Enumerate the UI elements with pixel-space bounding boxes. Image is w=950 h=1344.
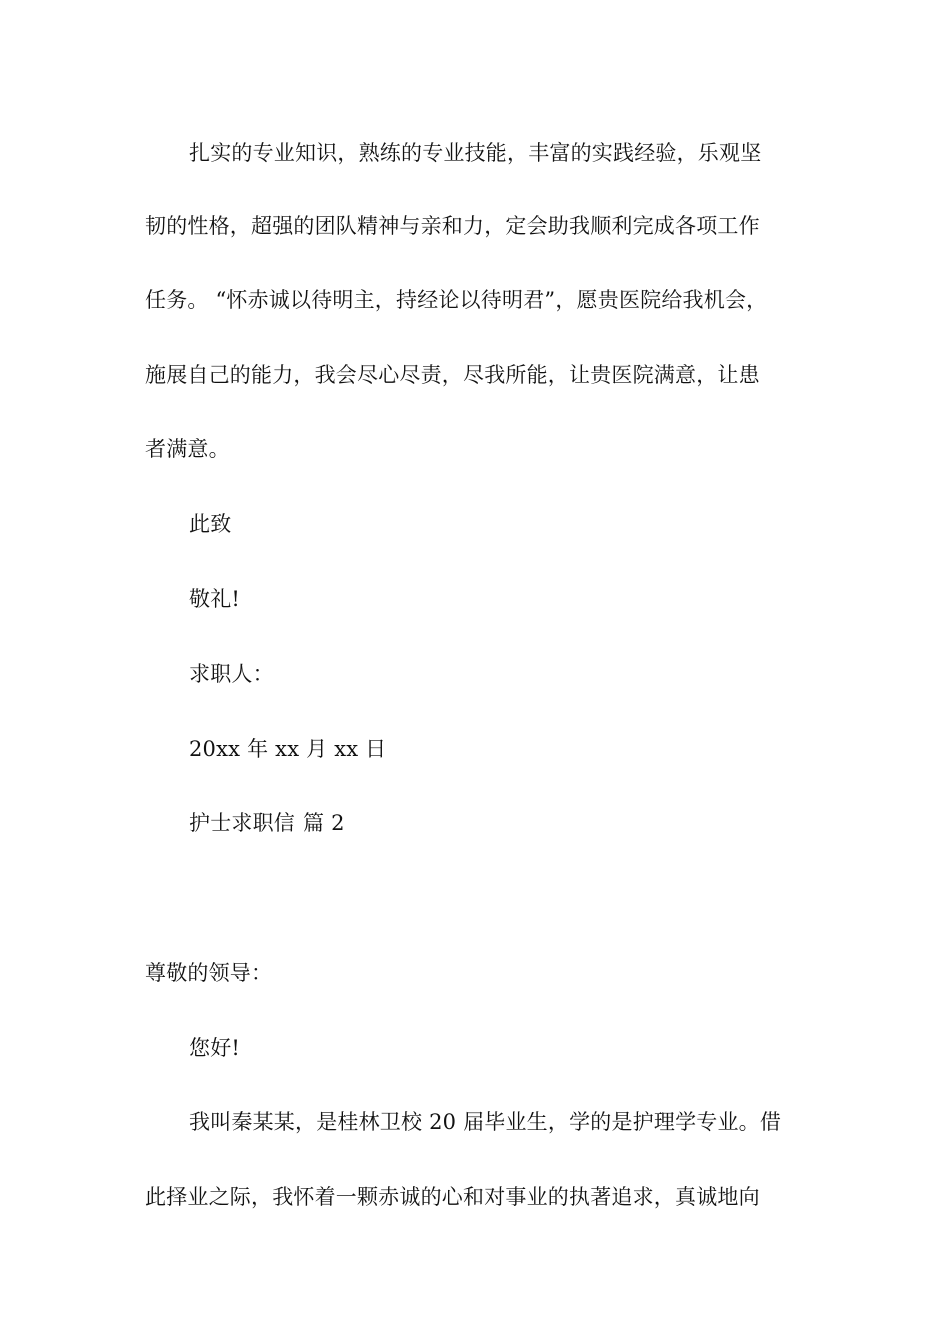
paragraph-line-1: 扎实的专业知识，熟练的专业技能，丰富的实践经验，乐观坚 (189, 141, 762, 165)
letter-date: 20xx 年 xx 月 xx 日 (189, 737, 387, 761)
paragraph-line-2: 韧的性格，超强的团队精神与亲和力，定会助我顺利完成各项工作 (145, 214, 760, 238)
closing-regards: 敬礼! (189, 587, 241, 611)
intro-line-1: 我叫秦某某，是桂林卫校 20 届毕业生，学的是护理学专业。借 (189, 1110, 782, 1134)
paragraph-line-3: 任务。 “怀赤诚以待明主，持经论以待明君”，愿贵医院给我机会， (145, 288, 768, 312)
intro-line-2: 此择业之际，我怀着一颗赤诚的心和对事业的执著追求，真诚地向 (145, 1185, 760, 1209)
paragraph-line-4: 施展自己的能力，我会尽心尽责，尽我所能，让贵医院满意，让患 (145, 363, 760, 387)
section-part: 篇 2 (303, 811, 345, 835)
applicant-label: 求职人： (189, 662, 274, 686)
section-heading (189, 809, 345, 837)
paragraph-line-5: 者满意。 (145, 437, 230, 461)
letter-greeting: 尊敬的领导： (145, 961, 273, 985)
closing-salutation: 此致 (189, 512, 232, 536)
section-title: 护士求职信 (189, 811, 295, 835)
letter-hello: 您好! (189, 1036, 241, 1060)
